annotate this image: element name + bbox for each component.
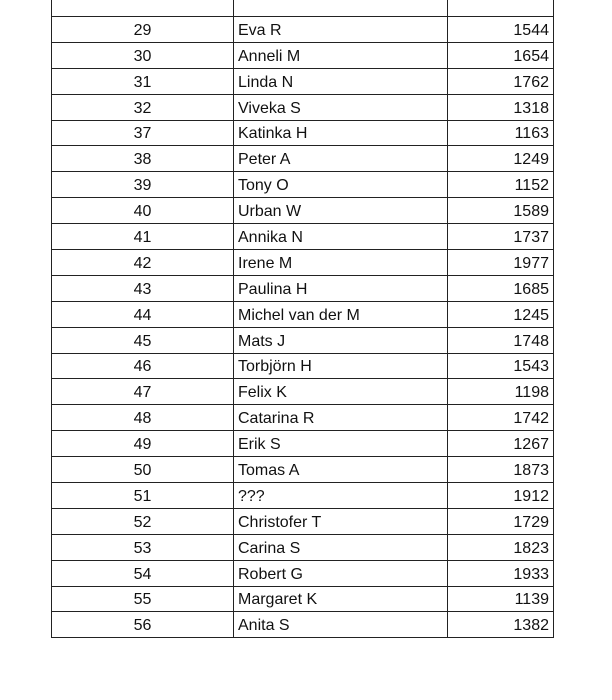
participant-score: 1267 <box>513 436 549 454</box>
participant-score: 1737 <box>513 229 549 247</box>
table-row <box>52 16 553 42</box>
participant-number: 40 <box>52 198 234 223</box>
participant-number: 53 <box>52 535 234 560</box>
participant-name: Torbjörn H <box>234 354 448 379</box>
participant-score: 1977 <box>513 254 549 272</box>
participant-score: 1654 <box>513 47 549 65</box>
participant-number: 44 <box>52 302 234 327</box>
participant-name: Eva R <box>234 17 448 42</box>
table-row <box>52 0 553 16</box>
table-row <box>52 145 553 171</box>
participant-name: Viveka S <box>234 95 448 120</box>
table-row <box>52 301 553 327</box>
participant-name: Carina S <box>234 535 448 560</box>
table-row <box>52 586 553 612</box>
participant-number: 56 <box>52 612 234 637</box>
participant-name: ??? <box>234 483 448 508</box>
participant-score: 1748 <box>513 332 549 350</box>
participant-name: Paulina H <box>234 276 448 301</box>
participant-score: 1873 <box>513 462 549 480</box>
table-row <box>52 508 553 534</box>
table-row <box>52 456 553 482</box>
table-row <box>52 611 553 637</box>
participant-name: Annika N <box>234 224 448 249</box>
table-row <box>52 482 553 508</box>
participant-score: 1198 <box>514 384 549 402</box>
table-row <box>52 197 553 223</box>
table-row <box>52 94 553 120</box>
participant-score: 1823 <box>513 539 549 557</box>
participant-score: 1245 <box>513 306 549 324</box>
participant-number: 30 <box>52 43 234 68</box>
table-row <box>52 404 553 430</box>
participant-number: 54 <box>52 561 234 586</box>
participant-number: 55 <box>52 587 234 612</box>
participant-name: Irene M <box>234 250 448 275</box>
participant-number: 41 <box>52 224 234 249</box>
table-row <box>52 249 553 275</box>
participant-number: 51 <box>52 483 234 508</box>
participant-number: 37 <box>52 121 234 146</box>
participant-score: 1544 <box>513 21 549 39</box>
participant-name: Tony O <box>234 172 448 197</box>
participant-number: 39 <box>52 172 234 197</box>
participant-score: 1543 <box>513 358 549 376</box>
participant-number: 29 <box>52 17 234 42</box>
participant-number: 52 <box>52 509 234 534</box>
table-row <box>52 327 553 353</box>
participant-number: 31 <box>52 69 234 94</box>
participant-name: Mats J <box>234 328 448 353</box>
participant-name: Erik S <box>234 431 448 456</box>
participant-score: 1249 <box>513 151 549 169</box>
participant-name: Anneli M <box>234 43 448 68</box>
participant-name: Urban W <box>234 198 448 223</box>
participant-name: Peter A <box>234 146 448 171</box>
participant-number: 43 <box>52 276 234 301</box>
participant-number: 49 <box>52 431 234 456</box>
participant-name: Tomas A <box>234 457 448 482</box>
participant-number: 47 <box>52 379 234 404</box>
participant-score: 1933 <box>513 565 549 583</box>
participant-number: 32 <box>52 95 234 120</box>
participant-score: 1685 <box>513 280 549 298</box>
participant-score <box>448 0 553 16</box>
participant-number: 45 <box>52 328 234 353</box>
participant-score: 1163 <box>514 125 549 143</box>
table-row <box>52 68 553 94</box>
participant-number: 48 <box>52 405 234 430</box>
participant-number: 42 <box>52 250 234 275</box>
participant-score: 1762 <box>513 73 549 91</box>
participant-name: Michel van der M <box>234 302 448 327</box>
participant-name: Robert G <box>234 561 448 586</box>
participant-name: Catarina R <box>234 405 448 430</box>
participant-score: 1729 <box>513 513 549 531</box>
participant-score: 1318 <box>513 99 549 117</box>
participant-number: 50 <box>52 457 234 482</box>
participant-score: 1742 <box>513 410 549 428</box>
table-row <box>52 534 553 560</box>
participant-score: 1912 <box>513 487 549 505</box>
table-row <box>52 42 553 68</box>
participant-name: Anita S <box>234 612 448 637</box>
participant-name: Margaret K <box>234 587 448 612</box>
participant-name: Linda N <box>234 69 448 94</box>
participant-name: Felix K <box>234 379 448 404</box>
score-table <box>51 0 554 638</box>
table-row <box>52 430 553 456</box>
table-row <box>52 223 553 249</box>
participant-name: Christofer T <box>234 509 448 534</box>
participant-number: 46 <box>52 354 234 379</box>
participant-number <box>52 0 234 16</box>
participant-score: 1139 <box>514 591 549 609</box>
table-row <box>52 560 553 586</box>
table-row <box>52 378 553 404</box>
participant-score: 1382 <box>513 617 549 635</box>
table-row <box>52 353 553 379</box>
participant-name: Katinka H <box>234 121 448 146</box>
participant-name <box>234 0 448 16</box>
participant-number: 38 <box>52 146 234 171</box>
table-row <box>52 171 553 197</box>
table-row <box>52 275 553 301</box>
participant-score: 1589 <box>513 203 549 221</box>
participant-score: 1152 <box>514 177 549 195</box>
table-row <box>52 120 553 146</box>
